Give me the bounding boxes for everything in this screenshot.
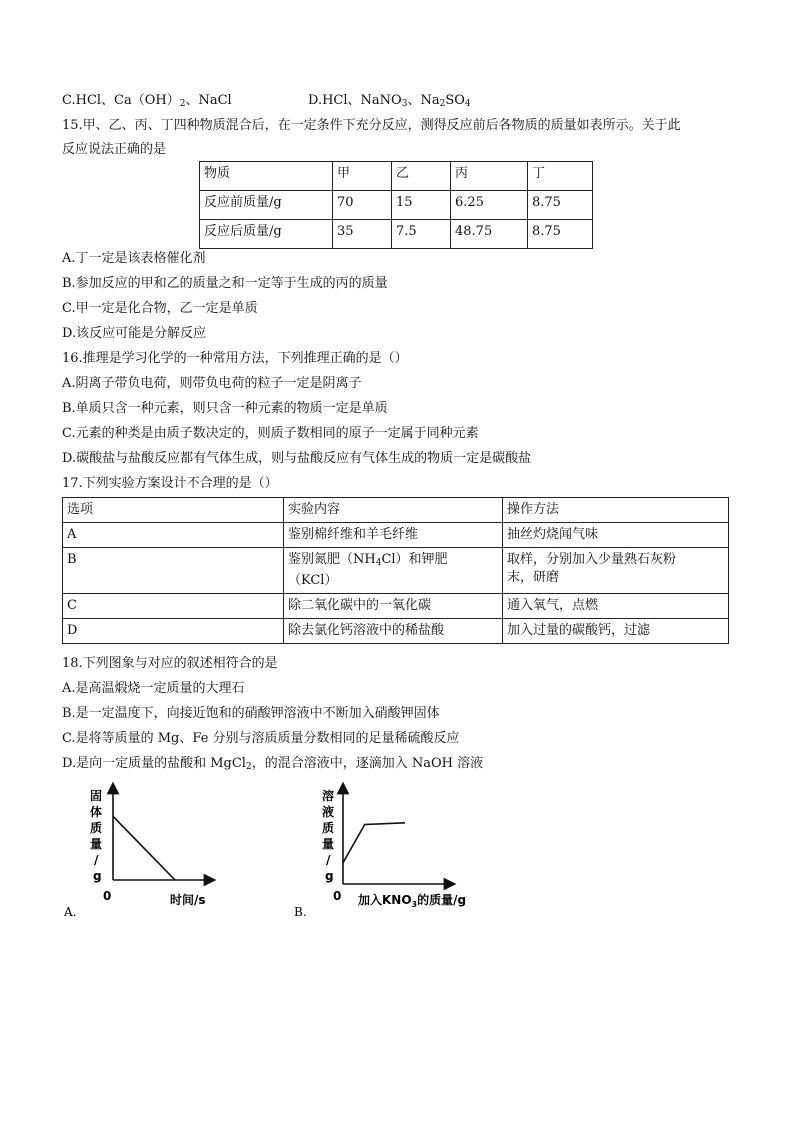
table-cell: 8.75: [528, 191, 593, 220]
q15-mass-table: [199, 161, 593, 249]
ylabel-char: 量: [322, 837, 335, 851]
q15-option-d: D.该反应可能是分解反应: [62, 326, 207, 341]
graph-b: [290, 780, 490, 920]
q15-stem-line2: 反应说法正确的是: [62, 142, 167, 157]
q14-option-d-so: SO: [445, 93, 465, 108]
table-cell: 甲: [333, 162, 392, 191]
ylabel-char: 质: [322, 821, 335, 835]
table-cell: 8.75: [528, 220, 593, 249]
q14-option-d-text: D.HCl、NaNO: [308, 93, 402, 108]
q15-stem-line1: 15.甲、乙、丙、丁四种物质混合后，在一定条件下充分反应，测得反应前后各物质的质量如表所示。关于此: [62, 118, 681, 133]
q14-option-d-mid: 、Na: [407, 93, 440, 108]
table-cell: A: [63, 523, 284, 548]
table-cell: 丁: [528, 162, 593, 191]
q18-option-c: C.是将等质量的 Mg、Fe 分别与溶质质量分数相同的足量稀硫酸反应: [62, 731, 460, 746]
ylabel-char: 液: [322, 805, 335, 819]
q14-option-c: [62, 92, 232, 113]
table-cell: 加入过量的碳酸钙，过滤: [503, 619, 729, 644]
q18-stem: 18.下列图象与对应的叙述相符合的是: [62, 656, 278, 671]
table-cell: 实验内容: [284, 498, 503, 523]
q14-option-d: [308, 92, 471, 113]
subscript: 2: [245, 762, 252, 772]
q16-option-d: D.碳酸盐与盐酸反应都有气体生成，则与盐酸反应有气体生成的物质一定是碳酸盐: [62, 451, 532, 466]
ylabel-char: /: [326, 853, 331, 867]
graph-b-xlabel: [357, 892, 466, 909]
q18-option-d: [62, 755, 483, 776]
q16-stem: 16.推理是学习化学的一种常用方法，下列推理正确的是（）: [62, 351, 408, 366]
ylabel-char: /: [94, 853, 99, 867]
table-cell: [284, 548, 503, 594]
xlabel-post: 的质量/g: [417, 893, 467, 907]
q18-option-b: B.是一定温度下，向接近饱和的硝酸钾溶液中不断加入硝酸钾固体: [62, 706, 440, 721]
subscript: 2: [439, 99, 446, 109]
table-row: [63, 548, 729, 594]
q16-option-a: A.阴离子带负电荷，则带负电荷的粒子一定是阴离子: [62, 376, 362, 391]
graph-b-ylabel: [322, 788, 334, 883]
table-cell: D: [63, 619, 284, 644]
q17-stem: 17.下列实验方案设计不合理的是（）: [62, 476, 278, 491]
cell-text: Cl）和钾肥: [381, 552, 448, 567]
q18-option-d-text: D.是向一定质量的盐酸和 MgCl: [62, 756, 246, 771]
cell-text: 取样，分别加入少量熟石灰粉: [507, 552, 677, 567]
graph-a-xlabel: 时间/s: [170, 893, 206, 907]
table-cell: 7.5: [392, 220, 451, 249]
cell-text: 末，研磨: [507, 570, 560, 585]
table-cell: 15: [392, 191, 451, 220]
graph-a-line: [113, 816, 175, 880]
graph-a-caption: A.: [64, 905, 77, 919]
table-row: [63, 523, 729, 548]
table-cell: 反应前质量/g: [200, 191, 333, 220]
table-cell: 反应后质量/g: [200, 220, 333, 249]
table-cell: 除去氯化钙溶液中的稀盐酸: [284, 619, 503, 644]
subscript: 2: [179, 99, 186, 109]
graph-b-origin: 0: [333, 889, 342, 903]
graph-b-caption: B.: [294, 905, 307, 919]
table-cell: 除二氧化碳中的一氧化碳: [284, 594, 503, 619]
cell-text: （KCl）: [288, 573, 338, 588]
q16-option-b: B.单质只含一种元素，则只含一种元素的物质一定是单质: [62, 401, 388, 416]
q15-option-b: B.参加反应的甲和乙的质量之和一定等于生成的丙的质量: [62, 276, 388, 291]
table-cell: 通入氧气，点燃: [503, 594, 729, 619]
table-cell: 操作方法: [503, 498, 729, 523]
table-cell: 35: [333, 220, 392, 249]
table-header-row: [63, 498, 729, 523]
q15-option-c: C.甲一定是化合物，乙一定是单质: [62, 301, 258, 316]
ylabel-char: 溶: [322, 789, 335, 803]
q16-option-c: C.元素的种类是由质子数决定的，则质子数相同的原子一定属于同种元素: [62, 426, 479, 441]
table-cell: C: [63, 594, 284, 619]
subscript: 4: [375, 558, 382, 568]
graph-a: [60, 780, 240, 920]
ylabel-char: g: [93, 869, 102, 883]
ylabel-char: 固: [90, 789, 103, 803]
subscript: 3: [401, 99, 408, 109]
table-cell: B: [63, 548, 284, 594]
table-cell: 物质: [200, 162, 333, 191]
q17-experiment-table: [62, 497, 729, 644]
table-row: [200, 220, 593, 249]
cell-text: 鉴别氮肥（NH: [288, 552, 376, 567]
table-cell: 丙: [451, 162, 528, 191]
table-cell: 鉴别棉纤维和羊毛纤维: [284, 523, 503, 548]
subscript: 4: [464, 99, 471, 109]
q18-option-d-tail: ，的混合溶液中，逐滴加入 NaOH 溶液: [251, 756, 484, 771]
table-cell: [503, 548, 729, 594]
table-row: [63, 594, 729, 619]
q18-option-a: A.是高温煅烧一定质量的大理石: [62, 681, 245, 696]
q14-option-c-text: C.HCl、Ca（OH）: [62, 93, 180, 108]
xlabel-pre: 加入KNO: [358, 893, 412, 907]
table-cell: 48.75: [451, 220, 528, 249]
graph-a-ylabel: [90, 789, 102, 883]
ylabel-char: 体: [90, 805, 103, 819]
table-cell: 抽丝灼烧闻气味: [503, 523, 729, 548]
table-cell: 乙: [392, 162, 451, 191]
table-row: [63, 619, 729, 644]
graph-a-origin: 0: [103, 889, 112, 903]
ylabel-char: 质: [90, 821, 103, 835]
ylabel-char: g: [325, 869, 334, 883]
graph-b-line: [343, 823, 405, 863]
q15-option-a: A.丁一定是该表格催化剂: [62, 251, 206, 266]
table-cell: 70: [333, 191, 392, 220]
table-cell: 6.25: [451, 191, 528, 220]
table-header-row: [200, 162, 593, 191]
xlabel-sub: 3: [411, 900, 418, 909]
table-cell: 选项: [63, 498, 284, 523]
table-row: [200, 191, 593, 220]
q14-option-c-tail: 、NaCl: [185, 93, 232, 108]
ylabel-char: 量: [90, 837, 103, 851]
